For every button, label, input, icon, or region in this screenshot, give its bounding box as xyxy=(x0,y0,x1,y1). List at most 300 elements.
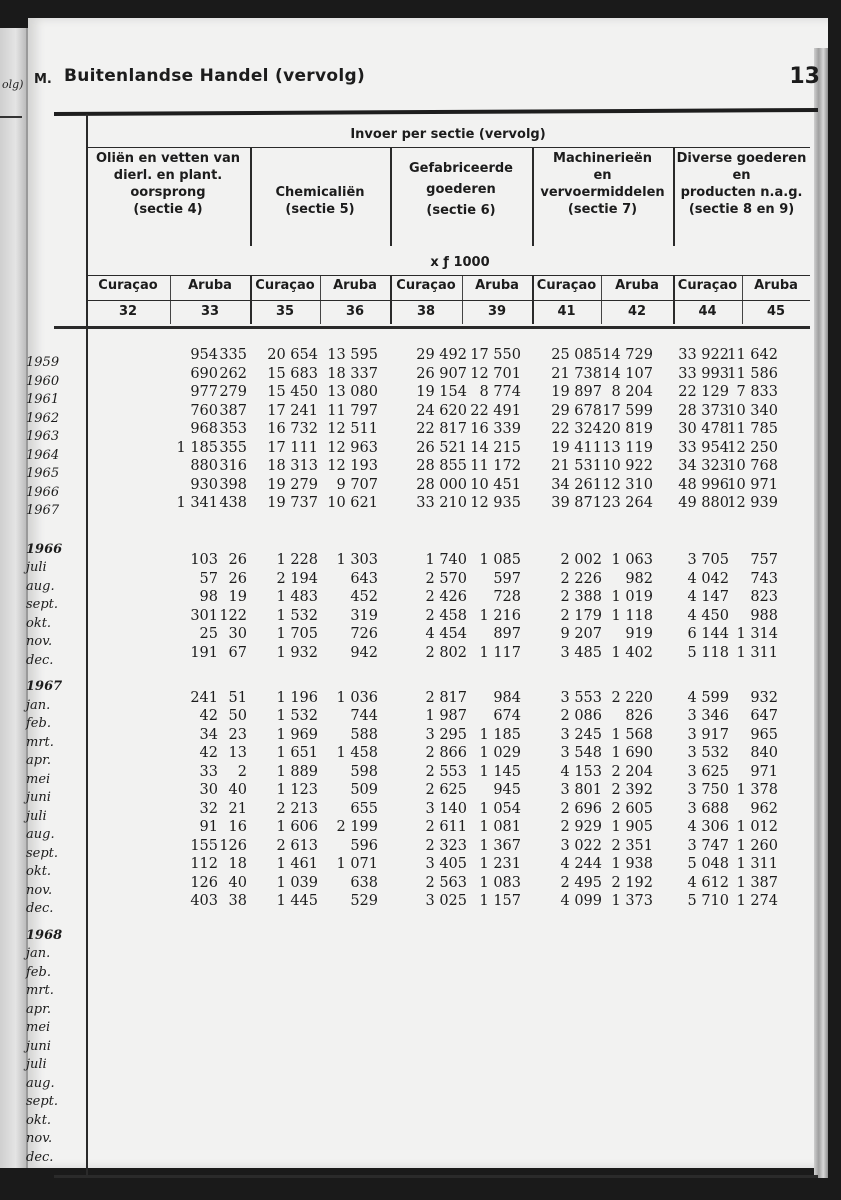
table-cell: 1 402 xyxy=(611,644,653,661)
group-divider xyxy=(250,148,252,246)
table-cell: 1 568 xyxy=(611,726,653,743)
table-cell: 2 563 xyxy=(425,874,467,891)
table-cell: 4 042 xyxy=(687,570,729,587)
row-label: dec. xyxy=(26,652,54,668)
table-cell: 2 351 xyxy=(611,837,653,854)
table-cell: 18 337 xyxy=(327,365,378,382)
table-cell: 23 xyxy=(228,726,247,743)
table-cell: 757 xyxy=(750,552,778,568)
row-label: okt. xyxy=(26,864,52,879)
column-number: 39 xyxy=(487,304,507,319)
table-cell: 7 833 xyxy=(736,384,778,400)
table-cell: 12 939 xyxy=(727,495,778,511)
table-cell: 24 620 xyxy=(416,402,467,419)
table-cell: 2 613 xyxy=(276,837,318,854)
table-cell: 26 521 xyxy=(416,439,467,456)
subcolumn-header: Curaçao xyxy=(255,278,315,293)
table-cell: 1 314 xyxy=(736,626,778,642)
row-label: aug. xyxy=(26,827,55,842)
subcolumn-header: Aruba xyxy=(188,278,232,293)
table-cell: 155 xyxy=(190,837,218,854)
table-cell: 10 451 xyxy=(470,476,521,493)
table-cell: 1 117 xyxy=(479,644,521,661)
page-edge xyxy=(814,48,828,1178)
table-cell: 32 xyxy=(199,800,218,817)
table-cell: 840 xyxy=(750,745,778,761)
unit-label: x ƒ 1000 xyxy=(430,255,490,270)
row-label: apr. xyxy=(26,1001,51,1017)
row-label: dec. xyxy=(26,901,54,916)
table-cell: 2 802 xyxy=(425,644,467,661)
table-cell: 2 179 xyxy=(560,607,602,624)
group-header-2 xyxy=(252,184,388,218)
table-cell: 596 xyxy=(350,837,378,854)
table-cell: 5 048 xyxy=(687,856,729,872)
group-header-line: Gefabriceerde xyxy=(409,161,513,176)
row-label: 1965 xyxy=(26,466,60,481)
table-cell: 2 323 xyxy=(425,837,467,854)
table-cell: 241 xyxy=(190,689,218,706)
table-cell: 13 xyxy=(228,745,247,761)
table-cell: 10 768 xyxy=(727,458,778,474)
table-cell: 39 871 xyxy=(551,495,602,511)
table-cell: 1 083 xyxy=(479,874,521,891)
group-header-line: (sectie 4) xyxy=(133,202,203,217)
table-cell: 3 625 xyxy=(687,763,729,780)
table-cell: 3 548 xyxy=(560,745,602,761)
table-cell: 122 xyxy=(219,607,247,624)
table-cell: 10 621 xyxy=(327,495,378,511)
row-label: 1966 xyxy=(26,484,60,500)
table-cell: 12 193 xyxy=(327,458,378,474)
subcolumn-header: Curaçao xyxy=(536,278,597,293)
table-cell: 4 153 xyxy=(560,763,602,780)
subheader-rule xyxy=(88,275,810,276)
table-cell: 14 729 xyxy=(602,347,653,363)
table-cell: 1 071 xyxy=(336,856,378,872)
table-cell: 19 279 xyxy=(267,476,318,493)
table-cell: 1 740 xyxy=(425,552,467,568)
table-cell: 103 xyxy=(190,552,218,568)
table-cell: 3 532 xyxy=(687,745,729,761)
table-cell: 17 111 xyxy=(267,439,318,456)
table-cell: 1 932 xyxy=(276,644,318,661)
table-cell: 49 880 xyxy=(678,495,729,511)
row-label: apr. xyxy=(26,753,51,768)
group-divider xyxy=(390,148,392,246)
table-cell: 4 450 xyxy=(687,607,729,624)
super-header: Invoer per sectie (vervolg) xyxy=(350,127,546,142)
table-cell: 12 310 xyxy=(602,476,653,493)
group-header-line: goederen xyxy=(426,182,496,197)
table-cell: 1 085 xyxy=(479,552,521,568)
column-number: 38 xyxy=(416,304,436,319)
table-cell: 15 683 xyxy=(267,365,318,382)
table-cell: 1 532 xyxy=(276,607,318,624)
page-title: Buitenlandse Handel (vervolg) xyxy=(64,66,366,86)
row-label: 1963 xyxy=(26,429,60,444)
table-cell: 10 340 xyxy=(727,402,778,419)
table-cell: 67 xyxy=(228,644,247,661)
table-cell: 638 xyxy=(350,874,378,891)
table-cell: 2 426 xyxy=(425,589,467,605)
table-cell: 3 801 xyxy=(560,782,602,798)
table-cell: 9 707 xyxy=(336,476,378,493)
table-cell: 1 458 xyxy=(336,745,378,761)
table-cell: 3 405 xyxy=(425,856,467,872)
header-rule xyxy=(88,147,810,148)
row-label: sept. xyxy=(26,845,59,861)
table-cell: 1 378 xyxy=(736,782,778,798)
row-label: dec. xyxy=(26,1149,54,1165)
number-rule xyxy=(88,300,810,301)
table-cell: 4 147 xyxy=(687,589,729,605)
table-cell: 22 817 xyxy=(416,421,467,437)
table-cell: 2 002 xyxy=(560,552,602,568)
table-cell: 823 xyxy=(750,589,778,605)
group-header-3 xyxy=(392,158,530,221)
table-cell: 1 690 xyxy=(611,745,653,761)
table-cell: 1 606 xyxy=(276,819,318,835)
group-header-line: Oliën en vetten van xyxy=(96,151,240,166)
table-cell: 42 xyxy=(199,745,218,761)
table-cell: 17 550 xyxy=(470,347,521,363)
table-cell: 11 586 xyxy=(727,365,778,382)
table-cell: 2 866 xyxy=(425,745,467,761)
table-cell: 33 210 xyxy=(416,495,467,511)
table-cell: 3 485 xyxy=(560,644,602,661)
table-cell: 728 xyxy=(493,589,521,605)
row-label: sept. xyxy=(26,597,59,612)
table-cell: 51 xyxy=(228,689,247,706)
table-cell: 11 797 xyxy=(327,402,378,419)
table-cell: 33 954 xyxy=(678,439,729,456)
table-cell: 977 xyxy=(190,384,218,400)
row-label: aug. xyxy=(26,1075,55,1091)
table-cell: 13 080 xyxy=(327,384,378,400)
table-cell: 387 xyxy=(219,402,247,419)
table-cell: 598 xyxy=(350,763,378,780)
table-cell: 112 xyxy=(190,856,218,872)
group-header-5 xyxy=(675,150,808,218)
subcolumn-header: Aruba xyxy=(615,278,659,293)
table-cell: 1 938 xyxy=(611,856,653,872)
table-cell: 12 511 xyxy=(327,421,378,437)
table-cell: 4 612 xyxy=(687,874,729,891)
table-cell: 19 897 xyxy=(551,384,602,400)
table-cell: 4 306 xyxy=(687,819,729,835)
table-cell: 968 xyxy=(190,421,218,437)
group-header-line: producten n.a.g. xyxy=(680,185,803,200)
table-cell: 34 xyxy=(199,726,218,743)
table-cell: 13 595 xyxy=(327,347,378,363)
table-cell: 643 xyxy=(350,570,378,587)
group-header-1 xyxy=(88,150,248,218)
table-cell: 438 xyxy=(219,495,247,511)
table-cell: 16 339 xyxy=(470,421,521,437)
table-cell: 2 204 xyxy=(611,763,653,780)
table-cell: 4 244 xyxy=(560,856,602,872)
table-cell: 355 xyxy=(219,439,247,456)
table-cell: 1 036 xyxy=(336,689,378,706)
table-cell: 743 xyxy=(750,570,778,587)
section-letter: M. xyxy=(34,72,52,87)
table-cell: 1 118 xyxy=(611,607,653,624)
table-cell: 1 012 xyxy=(736,819,778,835)
table-cell: 897 xyxy=(493,626,521,642)
table-cell: 597 xyxy=(493,570,521,587)
table-cell: 23 264 xyxy=(602,495,653,511)
table-cell: 930 xyxy=(190,476,218,493)
table-cell: 18 313 xyxy=(267,458,318,474)
table-cell: 942 xyxy=(350,644,378,661)
table-cell: 19 xyxy=(228,589,247,605)
table-cell: 33 922 xyxy=(678,347,729,363)
table-cell: 28 000 xyxy=(416,476,467,493)
table-cell: 11 642 xyxy=(727,347,778,363)
table-cell: 3 140 xyxy=(425,800,467,817)
row-label: 1964 xyxy=(26,447,60,463)
table-cell: 22 491 xyxy=(470,402,521,419)
document-page xyxy=(28,18,828,1168)
row-label: okt. xyxy=(26,1112,52,1128)
table-cell: 3 553 xyxy=(560,689,602,706)
table-cell: 3 022 xyxy=(560,837,602,854)
top-rule xyxy=(54,108,818,116)
table-cell: 40 xyxy=(228,782,247,798)
table-cell: 919 xyxy=(625,626,653,642)
table-cell: 1 274 xyxy=(736,893,778,909)
table-cell: 2 194 xyxy=(276,570,318,587)
table-cell: 12 701 xyxy=(470,365,521,382)
table-cell: 91 xyxy=(199,819,218,835)
row-label: feb. xyxy=(26,716,51,731)
table-cell: 760 xyxy=(190,402,218,419)
group-header-line: dierl. en plant. xyxy=(113,168,223,183)
row-label: 1959 xyxy=(26,355,60,370)
subcolumn-header: Curaçao xyxy=(98,278,158,293)
table-cell: 1 705 xyxy=(276,626,318,642)
table-cell: 1 373 xyxy=(611,893,653,909)
table-cell: 2 553 xyxy=(425,763,467,780)
previous-page-edge xyxy=(0,28,28,1168)
table-cell: 2 605 xyxy=(611,800,653,817)
row-label: feb. xyxy=(26,964,51,980)
table-cell: 690 xyxy=(190,365,218,382)
table-cell: 21 531 xyxy=(551,458,602,474)
column-number: 33 xyxy=(200,304,220,319)
row-label: jan. xyxy=(26,946,51,961)
table-cell: 98 xyxy=(199,589,218,605)
table-cell: 3 025 xyxy=(425,893,467,909)
table-cell: 1 228 xyxy=(276,552,318,568)
table-cell: 2 086 xyxy=(560,708,602,724)
table-cell: 988 xyxy=(750,607,778,624)
table-cell: 3 750 xyxy=(687,782,729,798)
table-cell: 1 029 xyxy=(479,745,521,761)
table-cell: 26 xyxy=(228,570,247,587)
subcolumn-header: Curaçao xyxy=(677,278,738,293)
table-cell: 22 129 xyxy=(678,384,729,400)
body-rule xyxy=(54,326,810,329)
block-heading: 1967 xyxy=(26,679,63,694)
table-cell: 18 xyxy=(228,856,247,872)
table-cell: 34 323 xyxy=(678,458,729,474)
table-cell: 1 196 xyxy=(276,689,318,706)
table-cell: 34 261 xyxy=(551,476,602,493)
block-heading: 1968 xyxy=(26,927,63,943)
row-label: 1962 xyxy=(26,410,60,426)
group-header-line: Chemicaliën xyxy=(275,185,365,200)
table-cell: 1 231 xyxy=(479,856,521,872)
table-cell: 965 xyxy=(750,726,778,743)
table-cell: 945 xyxy=(493,782,521,798)
table-cell: 3 295 xyxy=(425,726,467,743)
table-cell: 1 145 xyxy=(479,763,521,780)
table-cell: 301 xyxy=(190,607,218,624)
table-cell: 19 737 xyxy=(267,495,318,511)
table-cell: 1 651 xyxy=(276,745,318,761)
table-cell: 20 819 xyxy=(602,421,653,437)
row-label: jan. xyxy=(26,697,51,713)
table-cell: 962 xyxy=(750,800,778,817)
group-header-line: vervoermiddelen xyxy=(540,185,665,200)
table-cell: 1 461 xyxy=(276,856,318,872)
table-cell: 1 969 xyxy=(276,726,318,743)
table-cell: 2 xyxy=(237,763,247,780)
table-cell: 1 387 xyxy=(736,874,778,891)
table-cell: 5 118 xyxy=(687,644,729,661)
table-cell: 262 xyxy=(219,365,247,382)
table-cell: 1 311 xyxy=(736,644,778,661)
table-cell: 316 xyxy=(219,458,247,474)
group-divider xyxy=(532,148,534,246)
table-cell: 3 346 xyxy=(687,708,729,724)
table-cell: 647 xyxy=(750,708,778,724)
table-cell: 40 xyxy=(228,874,247,891)
row-label: juli xyxy=(26,1057,47,1072)
table-cell: 1 019 xyxy=(611,589,653,605)
table-cell: 33 xyxy=(199,763,218,780)
subcolumn-header: Curaçao xyxy=(396,278,456,293)
table-cell: 19 154 xyxy=(416,384,467,400)
table-cell: 14 107 xyxy=(602,365,653,382)
row-label: nov. xyxy=(26,882,53,898)
table-cell: 1 063 xyxy=(611,552,653,568)
table-cell: 932 xyxy=(750,689,778,706)
table-cell: 4 599 xyxy=(687,689,729,706)
block-heading: 1966 xyxy=(26,541,63,557)
table-cell: 2 458 xyxy=(425,607,467,624)
table-cell: 3 747 xyxy=(687,837,729,854)
table-cell: 2 495 xyxy=(560,874,602,891)
column-number: 32 xyxy=(118,304,138,319)
bottom-rule xyxy=(54,1175,818,1178)
table-cell: 2 220 xyxy=(611,689,653,706)
table-cell: 191 xyxy=(190,644,218,661)
table-cell: 30 xyxy=(228,626,247,642)
table-cell: 452 xyxy=(350,589,378,605)
table-cell: 1 216 xyxy=(479,607,521,624)
table-cell: 2 625 xyxy=(425,782,467,798)
group-header-line: en xyxy=(732,168,751,183)
column-number: 42 xyxy=(627,304,647,319)
running-head xyxy=(34,64,820,94)
subcolumn-header: Aruba xyxy=(475,278,519,293)
table-cell: 42 xyxy=(199,708,218,724)
column-number: 35 xyxy=(275,304,295,319)
table-cell: 21 738 xyxy=(551,365,602,382)
row-label: sept. xyxy=(26,1094,59,1109)
table-cell: 1 532 xyxy=(276,708,318,724)
table-cell: 1 311 xyxy=(736,856,778,872)
table-cell: 1 483 xyxy=(276,589,318,605)
table-cell: 335 xyxy=(219,347,247,363)
table-cell: 2 199 xyxy=(336,819,378,835)
table-cell: 353 xyxy=(219,421,247,437)
table-cell: 26 907 xyxy=(416,365,467,382)
table-cell: 2 388 xyxy=(560,589,602,605)
table-cell: 126 xyxy=(190,874,218,891)
table-cell: 982 xyxy=(625,570,653,587)
row-label: juli xyxy=(26,808,47,824)
table-cell: 2 570 xyxy=(425,570,467,587)
group-header-line: oorsprong xyxy=(130,185,206,200)
subcolumn-header: Aruba xyxy=(333,278,377,293)
table-cell: 33 993 xyxy=(678,365,729,382)
table-cell: 1 341 xyxy=(176,495,218,511)
group-divider xyxy=(673,148,675,246)
table-cell: 57 xyxy=(199,570,218,587)
table-cell: 6 144 xyxy=(687,626,729,642)
table-cell: 2 226 xyxy=(560,570,602,587)
row-label: juli xyxy=(26,560,47,575)
table-cell: 1 081 xyxy=(479,819,521,835)
row-label: nov. xyxy=(26,634,53,649)
table-cell: 588 xyxy=(350,726,378,743)
row-label: 1961 xyxy=(26,392,60,407)
row-label: mei xyxy=(26,771,51,787)
table-cell: 28 855 xyxy=(416,458,467,474)
table-cell: 1 123 xyxy=(276,782,318,798)
table-cell: 2 929 xyxy=(560,819,602,835)
table-cell: 1 185 xyxy=(479,726,521,743)
row-label: juni xyxy=(26,790,51,805)
table-cell: 10 971 xyxy=(727,476,778,493)
table-cell: 726 xyxy=(350,626,378,642)
table-cell: 9 207 xyxy=(560,626,602,642)
table-cell: 880 xyxy=(190,458,218,474)
table-cell: 674 xyxy=(493,708,521,724)
table-cell: 1 185 xyxy=(176,439,218,456)
table-cell: 954 xyxy=(190,347,218,363)
table-cell: 1 157 xyxy=(479,893,521,909)
table-cell: 12 250 xyxy=(727,439,778,456)
row-label: nov. xyxy=(26,1131,53,1146)
table-cell: 2 213 xyxy=(276,800,318,817)
table-cell: 1 054 xyxy=(479,800,521,817)
table-cell: 2 611 xyxy=(425,819,467,835)
table-cell: 12 935 xyxy=(470,495,521,511)
column-number: 41 xyxy=(557,304,576,319)
table-cell: 13 119 xyxy=(602,439,653,456)
table-cell: 20 654 xyxy=(267,347,318,363)
table-cell: 1 905 xyxy=(611,819,653,835)
table-cell: 1 303 xyxy=(336,552,378,568)
table-cell: 984 xyxy=(493,689,521,706)
table-cell: 4 454 xyxy=(425,626,467,642)
page-number: 13 xyxy=(789,64,820,89)
